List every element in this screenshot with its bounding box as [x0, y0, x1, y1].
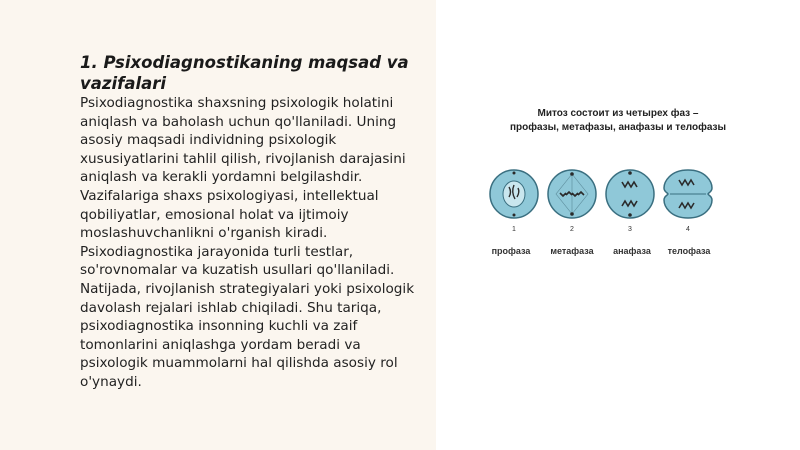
phase-number-1: 1	[512, 226, 516, 233]
figure-title-line-2: профазы, метафазы, анафазы и телофазы	[509, 122, 727, 133]
phase-label-anaphase: анафаза	[613, 246, 651, 256]
figure-title-line-1: Митоз состоит из четырех фаз –	[537, 108, 699, 119]
phase-number-2: 2	[570, 226, 574, 233]
slide-heading: 1. Psixodiagnostikaning maqsad va vazifalari	[80, 53, 409, 93]
prophase-cell-image	[488, 168, 540, 220]
phase-label-telophase: телофаза	[667, 246, 711, 256]
slide-body-text: Psixodiagnostika shaxsning psixologik holatini aniqlash va baholash uchun qo'llaniladi. Uning asosiy maqsadi individning psixologik xususiyatlarini tahlil qilish, rivojlanish darajasini aniqlash va kerakli yordamni belgilashdir. Vazifalariga shaxs psixologiyasi, intellektual qobiliyatlar, emosional holat va ijtimoiy moslashuvchanlikni o'rganish kiradi. Psixodiagnostika jarayonida turli testlar, so'rovnomalar va kuzatish usullari qo'llaniladi. Natijada, rivojlanish strategiyalari yoki psixologik davolash rejalari ishlab chiqiladi. Shu tariqa, psixodiagnostika insonning kuchli va zaif tomonlarini aniqlashga yordam beradi va psixologik muammolarni hal qilishda asosiy rol o'ynaydi.	[80, 95, 415, 390]
mitosis-figure	[468, 90, 768, 280]
phase-number-3: 3	[628, 226, 632, 233]
telophase-cell-image	[662, 168, 714, 220]
phase-number-4: 4	[686, 226, 690, 233]
figure-title	[468, 107, 768, 135]
phase-label-prophase: профаза	[491, 246, 531, 256]
anaphase-cell-image	[604, 168, 656, 220]
metaphase-cell-image	[546, 168, 598, 220]
phase-label-metaphase: метафаза	[550, 246, 594, 256]
